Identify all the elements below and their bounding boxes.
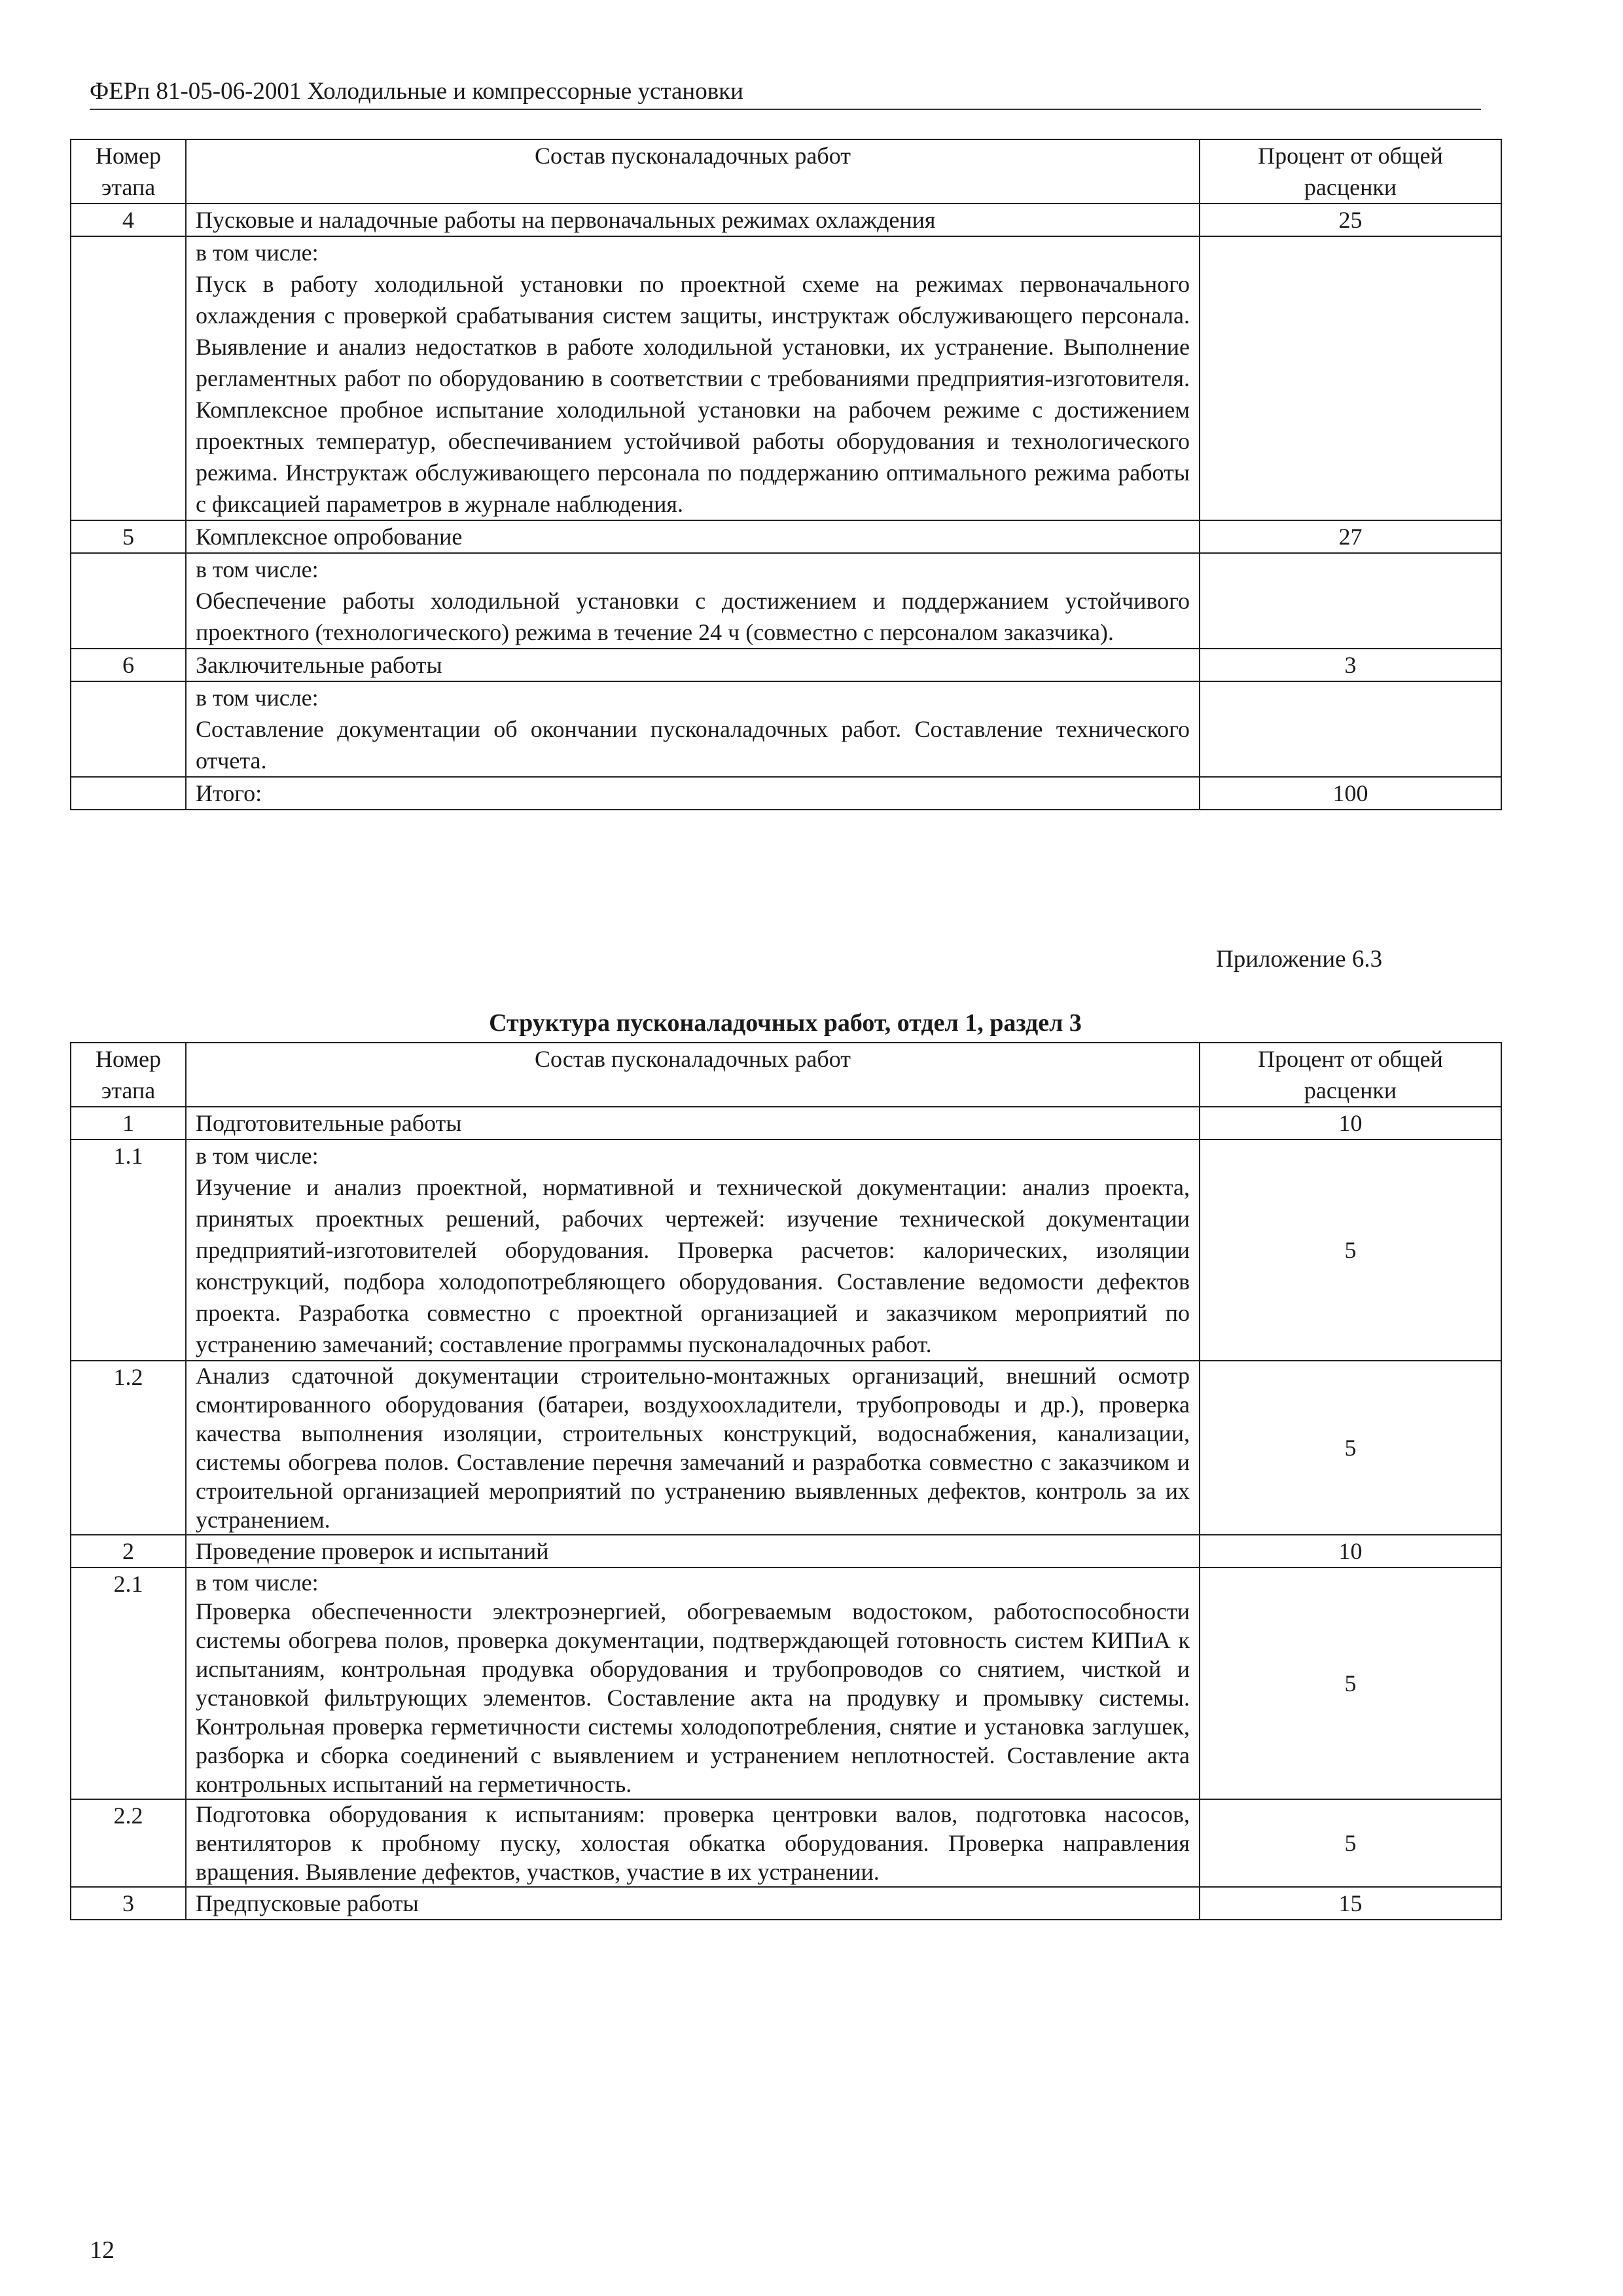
stage-title: Комплексное опробование [186,520,1200,553]
description-text: Обеспечение работы холодильной установки с достижением и поддержанием устойчивого проектного (технологического) режима в течение 24 ч (совместно с персоналом заказчика). [196,588,1190,645]
stage-title: Заключительные работы [186,649,1200,681]
stage-number: 1.2 [71,1361,186,1535]
description-text: Проверка обеспеченности электроэнергией, обогреваемым водостоком, работоспособности системы обогрева полов, проверка документации, подтверждающей готовность систем КИПиА к испытаниям, контрольная продувка оборудования и трубопроводов со снятием, чисткой и установкой фильтрующих элементов. Составление акта на продувку и промывку системы. Контрольная проверка герметичности системы холодопотребления, снятие и установка заглушек, разборка и сборка соединений с выявлением и устранением неплотностей. Составление акта контрольных испытаний на герметичность. [196,1598,1190,1797]
column-header-description: Состав пусконаладочных работ [186,1043,1200,1107]
description-text: Анализ сдаточной документации строительно-монтажных организаций, внешний осмотр смонтированного оборудования (батареи, воздухоохладители, трубопроводы и др.), проверка качества выполнения изоляции, строительных конструкций, водоснабжения, канализации, системы обогрева полов. Составление перечня замечаний и разработка совместно с заказчиком и строительной организацией мероприятий по устранению выявленных дефектов, контроль за их устранением. [196,1363,1190,1533]
stage-description [186,1361,1200,1535]
stage-description [186,1139,1200,1361]
table-row [71,1887,1501,1920]
column-header-number: Номер этапа [71,1043,186,1107]
table-row [71,553,1501,649]
works-table-1 [70,139,1502,810]
table-row [71,1107,1501,1139]
stage-number: 1.1 [71,1139,186,1361]
stage-percent [1200,681,1501,777]
stage-title: Предпусковые работы [186,1887,1200,1920]
total-label: Итого: [186,777,1200,810]
column-header-description: Состав пусконаладочных работ [186,139,1200,204]
table-row [71,1361,1501,1535]
stage-number [71,681,186,777]
stage-description [186,1799,1200,1887]
stage-percent: 5 [1200,1799,1501,1887]
description-text: Изучение и анализ проектной, нормативной и технической документации: анализ проекта, принятых проектных решений, рабочих чертежей: изучение технической документации предприятий-изготовителей оборудования. Проверка расчетов: калорических, изоляции конструкций, подбора холодопотребляющего оборудования. Составление ведомости дефектов проекта. Разработка совместно с проектной организацией и заказчиком мероприятий по устранению замечаний; составление программы пусконаладочных работ. [196,1174,1190,1357]
stage-description [186,236,1200,520]
stage-number [71,553,186,649]
table-row [71,1568,1501,1799]
subheading: в том числе: [196,240,319,266]
stage-number: 1 [71,1107,186,1139]
stage-percent: 10 [1200,1535,1501,1568]
table-row [71,520,1501,553]
stage-description [186,1568,1200,1799]
page-number: 12 [90,2236,115,2264]
stage-description [186,681,1200,777]
table-total-row [71,777,1501,810]
stage-percent: 27 [1200,520,1501,553]
running-header: ФЕРп 81-05-06-2001 Холодильные и компрессорные установки [90,77,1481,110]
description-text: Пуск в работу холодильной установки по проектной схеме на режимах первоначального охлаждения с проверкой срабатывания систем защиты, инструктаж обслуживающего персонала. Выявление и анализ недостатков в работе холодильной установки, их устранение. Выполнение регламентных работ по оборудованию в соответствии с требованиями предприятия-изготовителя. Комплексное пробное испытание холодильной установки на рабочем режиме с достижением проектных температур, обеспечиванием устойчивой работы оборудования и технологического режима. Инструктаж обслуживающего персонала по поддержанию оптимального режима работы с фиксацией параметров в журнале наблюдения. [196,271,1190,517]
table-row [71,649,1501,681]
total-percent: 100 [1200,777,1501,810]
stage-percent: 15 [1200,1887,1501,1920]
stage-number [71,236,186,520]
section-title: Структура пусконаладочных работ, отдел 1, раздел 3 [489,1009,1082,1037]
table-row [71,1799,1501,1887]
stage-percent: 5 [1200,1139,1501,1361]
works-table-2 [70,1042,1502,1920]
stage-percent: 5 [1200,1568,1501,1799]
stage-title: Пусковые и наладочные работы на первоначальных режимах охлаждения [186,204,1200,236]
stage-number: 5 [71,520,186,553]
stage-number: 2.1 [71,1568,186,1799]
table-header-row [71,139,1501,204]
stage-percent: 5 [1200,1361,1501,1535]
description-text: Подготовка оборудования к испытаниям: проверка центровки валов, подготовка насосов, вентиляторов к пробному пуску, холостая обкатка оборудования. Проверка направления вращения. Выявление дефектов, участков, участие в их устранении. [196,1801,1190,1885]
table-row [71,1139,1501,1361]
stage-percent [1200,553,1501,649]
stage-title: Подготовительные работы [186,1107,1200,1139]
stage-percent: 25 [1200,204,1501,236]
column-header-percent: Процент от общей расценки [1200,1043,1501,1107]
stage-percent: 10 [1200,1107,1501,1139]
column-header-number: Номер этапа [71,139,186,204]
table-row [71,1535,1501,1568]
description-text: Составление документации об окончании пусконаладочных работ. Составление технического отчета. [196,716,1190,774]
stage-number: 3 [71,1887,186,1920]
subheading: в том числе: [196,556,319,583]
subheading: в том числе: [196,1143,319,1169]
table-row [71,236,1501,520]
table-header-row [71,1043,1501,1107]
stage-number [71,777,186,810]
appendix-label: Приложение 6.3 [1216,946,1383,973]
stage-number: 2.2 [71,1799,186,1887]
stage-number: 6 [71,649,186,681]
subheading: в том числе: [196,1570,319,1596]
table-row [71,204,1501,236]
stage-percent: 3 [1200,649,1501,681]
stage-description [186,553,1200,649]
stage-number: 4 [71,204,186,236]
stage-title: Проведение проверок и испытаний [186,1535,1200,1568]
stage-number: 2 [71,1535,186,1568]
table-row [71,681,1501,777]
stage-percent [1200,236,1501,520]
subheading: в том числе: [196,685,319,711]
column-header-percent: Процент от общей расценки [1200,139,1501,204]
